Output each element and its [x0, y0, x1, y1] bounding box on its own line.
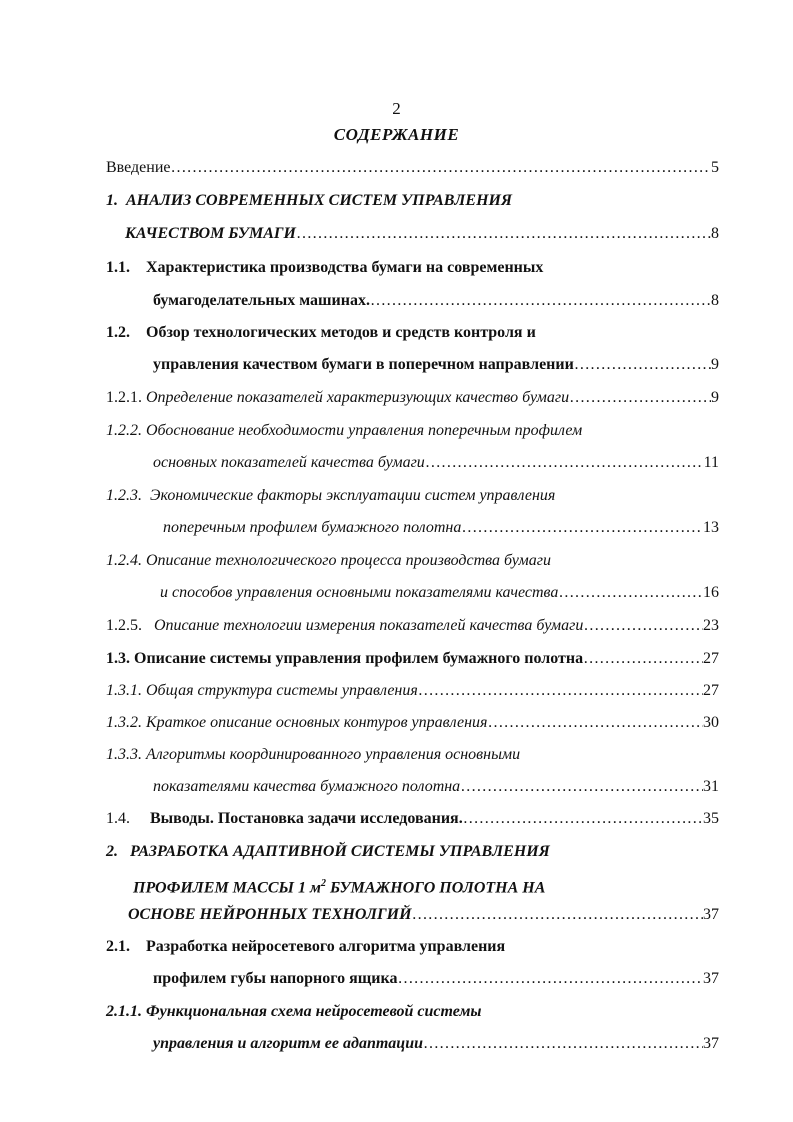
- toc-entry-title: Характеристика производства бумаги на современных: [146, 259, 544, 276]
- toc-entry-chapter-2-cont[interactable]: [133, 874, 545, 898]
- toc-entry-1-3-2[interactable]: [106, 713, 719, 733]
- toc-entry-number: 1.4.: [106, 810, 130, 827]
- dot-leader: [412, 905, 703, 925]
- toc-entry-title: Разработка нейросетевого алгоритма управления: [146, 938, 506, 955]
- toc-page-number: 5: [711, 159, 719, 176]
- toc-entry-chapter-2[interactable]: [106, 842, 550, 862]
- toc-page-number: 30: [703, 714, 719, 731]
- toc-entry-chapter-1-cont[interactable]: [125, 224, 719, 244]
- dot-leader: [583, 616, 703, 636]
- toc-entry-1-2-2[interactable]: [106, 421, 582, 441]
- toc-entry-1-1[interactable]: [106, 258, 543, 278]
- dot-leader: [370, 291, 711, 311]
- toc-entry-title: Выводы. Постановка задачи исследования.: [150, 810, 463, 827]
- toc-entry-number: 1.2.: [106, 324, 130, 341]
- toc-entry-1-2-1[interactable]: [106, 388, 719, 408]
- toc-entry-number: 1.3.2.: [106, 714, 142, 731]
- toc-entry-title: основных показателей качества бумаги: [153, 454, 425, 471]
- toc-entry-title: Обзор технологических методов и средств контроля и: [146, 324, 536, 341]
- toc-entry-1-2-4[interactable]: [106, 551, 551, 571]
- toc-entry-number: 1.2.4.: [106, 552, 142, 569]
- dot-leader: [569, 388, 711, 408]
- toc-page-number: 35: [703, 810, 719, 827]
- toc-entry-number: 1.2.1.: [106, 389, 142, 406]
- toc-entry-1-2-5[interactable]: [106, 616, 719, 636]
- toc-entry-2-1[interactable]: [106, 937, 505, 957]
- toc-entry-number: 1.3.: [106, 650, 130, 667]
- toc-entry-number: 1.1.: [106, 259, 130, 276]
- toc-entry-number: 1.2.2.: [106, 422, 142, 439]
- toc-entry-title: управления качеством бумаги в поперечном направлении: [153, 356, 574, 373]
- toc-entry-number: 1.3.1.: [106, 682, 142, 699]
- toc-entry-title: Краткое описание основных контуров управления: [146, 714, 488, 731]
- dot-leader: [558, 583, 703, 603]
- toc-page-number: 37: [703, 906, 719, 923]
- toc-entry-title: Описание технологического процесса производства бумаги: [146, 552, 551, 569]
- toc-page-number: 16: [703, 584, 719, 601]
- toc-entry-1-1-cont[interactable]: [153, 291, 719, 311]
- toc-entry-1-3-1[interactable]: [106, 681, 719, 701]
- dot-leader: [461, 518, 703, 538]
- toc-entry-chapter-2-cont2[interactable]: [128, 905, 719, 925]
- dot-leader: [460, 777, 703, 797]
- dot-leader: [574, 355, 711, 375]
- toc-entry-1-2-3-cont[interactable]: [163, 518, 719, 538]
- toc-page-number: 11: [703, 454, 719, 471]
- toc-entry-1-3[interactable]: [106, 649, 719, 669]
- toc-page-number: 27: [703, 682, 719, 699]
- toc-entry-title: Экономические факторы эксплуатации систем управления: [150, 487, 556, 504]
- toc-entry-title: Описание системы управления профилем бумажного полотна: [134, 650, 584, 667]
- superscript: 2: [321, 878, 326, 889]
- page-title: СОДЕРЖАНИЕ: [333, 125, 460, 144]
- toc-entry-title: бумагоделательных машинах.: [153, 292, 370, 309]
- toc-entry-title: Введение: [106, 159, 171, 176]
- dot-leader: [425, 453, 704, 473]
- page-number: 2: [392, 99, 401, 118]
- toc-entry-2-1-1-cont[interactable]: [153, 1034, 719, 1054]
- toc-entry-title: Функциональная схема нейросетевой системы: [146, 1003, 482, 1020]
- toc-page-number: 9: [711, 389, 719, 406]
- toc-entry-title: Описание технологии измерения показателей качества бумаги: [154, 617, 584, 634]
- dot-leader: [487, 713, 703, 733]
- toc-entry-title: РАЗРАБОТКА АДАПТИВНОЙ СИСТЕМЫ УПРАВЛЕНИЯ: [130, 843, 550, 860]
- toc-entry-intro[interactable]: [106, 158, 719, 178]
- toc-entry-title: и способов управления основными показателями качества: [160, 584, 559, 601]
- toc-entry-number: 1.2.3.: [106, 487, 142, 504]
- toc-entry-title: Алгоритмы координированного управления основными: [146, 746, 521, 763]
- toc-entry-number: 1.2.5.: [106, 617, 142, 634]
- toc-page-number: 37: [703, 1035, 719, 1052]
- toc-entry-title: поперечным профилем бумажного полотна: [163, 519, 462, 536]
- toc-entry-number: 2.1.: [106, 938, 130, 955]
- toc-entry-number: 1.3.3.: [106, 746, 142, 763]
- toc-page-number: 8: [711, 292, 719, 309]
- toc-entry-1-2-4-cont[interactable]: [160, 583, 719, 603]
- toc-entry-title: Общая структура системы управления: [146, 682, 418, 699]
- toc-page-number: 8: [711, 225, 719, 242]
- toc-entry-1-2-cont[interactable]: [153, 355, 719, 375]
- dot-leader: [296, 224, 711, 244]
- toc-entry-2-1-cont[interactable]: [153, 969, 719, 989]
- dot-leader: [418, 681, 703, 701]
- dot-leader: [463, 809, 703, 829]
- dot-leader: [423, 1034, 703, 1054]
- toc-entry-number: 1.: [106, 192, 118, 209]
- toc-entry-1-4[interactable]: [106, 809, 719, 829]
- toc-page-number: 9: [711, 356, 719, 373]
- dot-leader: [583, 649, 703, 669]
- toc-page-number: 23: [703, 617, 719, 634]
- toc-entry-number: 2.1.1.: [106, 1003, 142, 1020]
- toc-page-number: 27: [703, 650, 719, 667]
- toc-entry-1-3-3-cont[interactable]: [153, 777, 719, 797]
- dot-leader: [398, 969, 704, 989]
- toc-entry-title: управления и алгоритм ее адаптации: [153, 1035, 423, 1052]
- toc-entry-title: КАЧЕСТВОМ БУМАГИ: [125, 225, 296, 242]
- toc-entry-title: БУМАЖНОГО ПОЛОТНА НА: [326, 879, 546, 897]
- toc-page-number: 37: [703, 970, 719, 987]
- toc-entry-title: показателями качества бумажного полотна: [153, 778, 461, 795]
- toc-page-number: 13: [703, 519, 719, 536]
- dot-leader: [171, 158, 712, 178]
- toc-entry-1-2-2-cont[interactable]: [153, 453, 719, 473]
- toc-entry-title: профилем губы напорного ящика: [153, 970, 398, 987]
- toc-entry-title: ПРОФИЛЕМ МАССЫ 1 м: [133, 879, 321, 897]
- toc-entry-title: Обоснование необходимости управления поперечным профилем: [146, 422, 583, 439]
- toc-entry-title: Определение показателей характеризующих качество бумаги: [146, 389, 570, 406]
- toc-entry-1-3-3[interactable]: [106, 745, 520, 765]
- toc-entry-1-2-3[interactable]: [106, 486, 555, 506]
- toc-page-number: 31: [703, 778, 719, 795]
- toc-entry-title: ОСНОВЕ НЕЙРОННЫХ ТЕХНОЛГИЙ: [128, 906, 412, 923]
- toc-entry-chapter-1[interactable]: [106, 191, 512, 211]
- toc-entry-2-1-1[interactable]: [106, 1002, 482, 1022]
- toc-entry-title: АНАЛИЗ СОВРЕМЕННЫХ СИСТЕМ УПРАВЛЕНИЯ: [126, 192, 512, 209]
- toc-entry-number: 2.: [106, 843, 118, 860]
- toc-entry-1-2[interactable]: [106, 323, 536, 343]
